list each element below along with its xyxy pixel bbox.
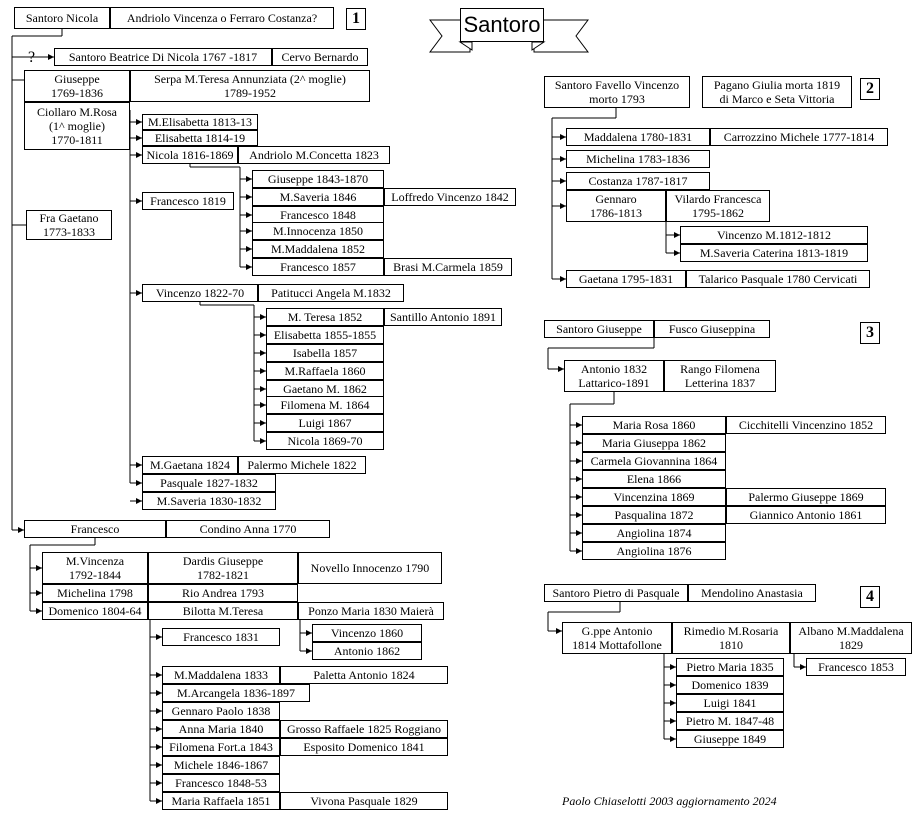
person-box-s1-santillo [384,308,502,326]
person-box-s1-condino [166,520,330,538]
person-box-s1-melisabetta [142,114,258,130]
person-box-line: Giuseppe 1849 [693,732,767,746]
person-box-line: Palermo Michele 1822 [247,458,357,472]
person-box-s1-giuseppe [24,70,130,102]
person-box-line: Serpa M.Teresa Annunziata (2^ moglie) [154,72,346,86]
person-box-s4-pietro [544,584,688,602]
person-box-line: Andriolo Vincenza o Ferraro Costanza? [126,11,318,25]
person-box-s1-francesco1857 [252,258,384,276]
person-box-line: Vivona Pasquale 1829 [310,794,418,808]
person-box-s1-brasi [384,258,512,276]
person-box-s2-gaetana [566,270,686,288]
person-box-line: Michelina 1783-1836 [586,152,690,166]
person-box-line: Rio Andrea 1793 [182,586,264,600]
person-box-s3-vincenzina [582,488,726,506]
person-box-s1-vincenzo1860 [312,624,422,642]
person-box-line: Filomena M. 1864 [280,398,370,412]
person-box-s1-elisabetta [142,130,258,146]
person-box-s4-mendolino [688,584,816,602]
person-box-s1-andriolo [110,7,334,29]
person-box-line: Maria Giuseppa 1862 [602,436,706,450]
person-box-line: Giuseppe [54,72,100,86]
person-box-s1-isabella [266,344,384,362]
person-box-line: Santoro Nicola [25,11,99,25]
person-box-line: Giannico Antonio 1861 [749,508,863,522]
person-box-line: Gaetana 1795-1831 [578,272,674,286]
person-box-line: M.Vincenza [65,554,125,568]
person-box-s1-francesco1848b [162,774,280,792]
person-box-s2-costanza [566,172,710,190]
person-box-line: Gennaro Paolo 1838 [171,704,271,718]
person-box-s1-vivona [280,792,448,810]
person-box-s1-mteresa1852 [266,308,384,326]
person-box-s4-francesco1853 [806,658,906,676]
person-box-s1-rio [148,584,298,602]
footer-credit: Paolo Chiaselotti 2003 aggiornamento 2024 [562,794,777,808]
person-box-line: Lattarico-1891 [578,376,650,390]
person-box-line: Domenico 1839 [691,678,769,692]
person-box-line: Angiolina 1876 [616,544,692,558]
person-box-line: M.Saveria 1830-1832 [156,494,262,508]
person-box-s1-mraffaela1860 [266,362,384,380]
person-box-line: Elisabetta 1855-1855 [273,328,377,342]
person-box-s1-luigi1867 [266,414,384,432]
person-box-s1-domenico [42,602,148,620]
person-box-s1-vincenzo1822 [142,284,258,302]
person-box-line: Brasi M.Carmela 1859 [393,260,503,274]
person-box-s1-francesco1819 [142,192,234,210]
person-box-s3-elena [582,470,726,488]
person-box-line: Carmela Giovannina 1864 [590,454,718,468]
person-box-s1-francesco1831 [162,628,280,646]
person-box-s1-andriolo-mc [238,146,390,164]
person-box-line: Francesco 1848-53 [175,776,267,790]
person-box-s3-angiolina1876 [582,542,726,560]
person-box-s1-mmaddalena1852 [252,240,384,258]
person-box-line: morto 1793 [589,92,645,106]
person-box-line: di Marco e Seta Vittoria [719,92,835,106]
person-box-s1-michele1846 [162,756,280,774]
person-box-s1-grosso [280,720,448,738]
person-box-s2-msaveria [680,244,868,262]
person-box-line: M.Innocenza 1850 [273,224,363,238]
person-box-line: M.Raffaela 1860 [284,364,366,378]
person-box-line: Talarico Pasquale 1780 Cervicati [698,272,858,286]
person-box-s1-marcangela [162,684,310,702]
person-box-line: Michele 1846-1867 [173,758,269,772]
person-box-line: Elisabetta 1814-19 [154,131,246,145]
person-box-line: Antonio 1832 [580,362,648,376]
person-box-line: Maria Rosa 1860 [612,418,696,432]
person-box-line: Pietro M. 1847-48 [685,714,775,728]
person-box-line: Santoro Giuseppe [556,322,642,336]
person-box-line: Bilotta M.Teresa [182,604,264,618]
person-box-s1-loffredo [384,188,516,206]
person-box-line: Palermo Giuseppe 1869 [748,490,864,504]
person-box-line: Francesco 1848 [280,208,356,222]
person-box-s4-luigi1841 [676,694,784,712]
person-box-s1-palermo-m [238,456,366,474]
person-box-s1-ponzo [298,602,444,620]
person-box-line: (1^ moglie) [49,119,105,133]
person-box-s2-carrozzino [710,128,888,146]
person-box-s1-nicola [14,7,110,29]
person-box-s4-rimedio [672,622,790,654]
person-box-line: Angiolina 1874 [616,526,692,540]
person-box-line: Ponzo Maria 1830 Maierà [308,604,434,618]
person-box-line: Francesco 1831 [183,630,259,644]
person-box-line: Vincenzo M.1812-1812 [717,228,831,242]
person-box-line: Francesco 1853 [818,660,894,674]
person-box-s3-pasqualina [582,506,726,524]
person-box-line: Pasquale 1827-1832 [160,476,258,490]
person-box-line: Patitucci Angela M.1832 [271,286,391,300]
person-box-line: Pagano Giulia morta 1819 [713,78,841,92]
person-box-line: 1789-1952 [224,86,276,100]
person-box-s4-domenico1839 [676,676,784,694]
person-box-line: Vincenzo 1860 [330,626,404,640]
person-box-s2-favello [544,76,690,108]
person-box-s2-vincenzo1812 [680,226,868,244]
person-box-line: Cicchitelli Vincenzino 1852 [738,418,874,432]
person-box-line: Santoro Pietro di Pasquale [552,586,680,600]
person-box-s1-filomena1843 [162,738,280,756]
person-box-line: Letterina 1837 [684,376,756,390]
person-box-s1-minnocenza [252,222,384,240]
person-box-s1-serpa [130,70,370,102]
person-box-s1-francesco [24,520,166,538]
person-box-s1-antonio1862 [312,642,422,660]
person-box-s4-gppe [562,622,672,654]
person-box-line: 1810 [719,638,743,652]
person-box-line: M.Saveria 1846 [279,190,357,204]
section-number-2: 2 [860,78,880,100]
person-box-line: 1792-1844 [69,568,121,582]
person-box-line: Maria Raffaela 1851 [171,794,271,808]
person-box-line: 1782-1821 [197,568,249,582]
person-box-s1-giuseppe1843 [252,170,384,188]
person-box-line: Condino Anna 1770 [199,522,297,536]
person-box-line: 1770-1811 [51,133,103,147]
person-box-s3-giuseppe [544,320,654,338]
person-box-line: Cervo Bernardo [281,50,359,64]
person-box-s3-fusco [654,320,770,338]
person-box-line: Paletta Antonio 1824 [313,668,415,682]
person-box-s2-maddalena [566,128,710,146]
person-box-s1-ciollaro [24,102,130,150]
person-box-s1-gennaro1838 [162,702,280,720]
section-number-4: 4 [860,586,880,608]
person-box-line: Vincenzina 1869 [613,490,695,504]
person-box-line: Ciollaro M.Rosa [37,105,117,119]
person-box-line: Antonio 1862 [333,644,401,658]
person-box-s1-elisabetta1855 [266,326,384,344]
person-box-s3-cicchitelli [726,416,886,434]
person-box-line: 1795-1862 [692,206,744,220]
person-box-line: Luigi 1841 [703,696,757,710]
person-box-line: Francesco [70,522,120,536]
person-box-line: Luigi 1867 [298,416,352,430]
person-box-line: 1814 Mottafollone [572,638,662,652]
person-box-s2-talarico [686,270,870,288]
person-box-s1-mariaraffaela [162,792,280,810]
person-box-line: G.ppe Antonio [581,624,653,638]
person-box-line: Filomena Fort.a 1843 [169,740,273,754]
person-box-line: Santoro Favello Vincenzo [554,78,680,92]
person-box-line: Francesco 1819 [150,194,226,208]
person-box-s2-gennaro [566,190,666,222]
person-box-line: Mendolino Anastasia [701,586,803,600]
person-box-line: 1773-1833 [43,225,95,239]
person-box-line: Francesco 1857 [280,260,356,274]
person-box-s1-pasquale [142,474,276,492]
section-number-3: 3 [860,322,880,344]
person-box-s3-rango [664,360,776,392]
person-box-line: Michelina 1798 [57,586,133,600]
person-box-line: Carrozzino Michele 1777-1814 [723,130,875,144]
person-box-s1-msaveria1830 [142,492,276,510]
person-box-line: Anna Maria 1840 [178,722,264,736]
person-box-line: Giuseppe 1843-1870 [267,172,369,186]
person-box-line: M.Maddalena 1852 [271,242,365,256]
person-box-s1-annamaria [162,720,280,738]
person-box-s3-angiolina1874 [582,524,726,542]
person-box-line: Pasqualina 1872 [614,508,694,522]
person-box-line: M.Arcangela 1836-1897 [177,686,295,700]
person-box-s1-mvincenza [42,552,148,584]
person-box-line: Costanza 1787-1817 [588,174,688,188]
person-box-s4-albano [790,622,912,654]
person-box-line: Nicola 1816-1869 [146,148,234,162]
person-box-s1-michelina1798 [42,584,148,602]
person-box-s1-patitucci [258,284,404,302]
person-box-s3-antonio [564,360,664,392]
person-box-s3-mariagiuseppa [582,434,726,452]
question-mark: ? [28,49,36,66]
person-box-line: Vincenzo 1822-70 [155,286,245,300]
person-box-line: Isabella 1857 [292,346,358,360]
person-box-s1-cervo [272,48,368,66]
person-box-s4-pietrom [676,712,784,730]
person-box-line: M. Teresa 1852 [287,310,363,324]
person-box-line: Fusco Giuseppina [668,322,756,336]
person-box-line: Novello Innocenzo 1790 [310,561,430,575]
person-box-line: Loffredo Vincenzo 1842 [391,190,509,204]
person-box-s1-mgaetana [142,456,238,474]
person-box-s4-pietromaria [676,658,784,676]
person-box-s1-dardis [148,552,298,584]
person-box-s3-carmela [582,452,726,470]
person-box-line: M.Elisabetta 1813-13 [148,115,252,129]
person-box-s1-nicola1869 [266,432,384,450]
person-box-s3-mariarosa [582,416,726,434]
person-box-line: Albano M.Maddalena [798,624,904,638]
person-box-line: Maddalena 1780-1831 [583,130,693,144]
person-box-s1-novello [298,552,442,584]
person-box-s1-mmaddalena1833 [162,666,280,684]
person-box-line: Pietro Maria 1835 [686,660,774,674]
person-box-s1-bilotta [148,602,298,620]
person-box-s1-paletta [280,666,448,684]
person-box-s1-esposito [280,738,448,756]
person-box-s3-giannico [726,506,886,524]
person-box-s1-filomena1864 [266,396,384,414]
person-box-s4-giuseppe1849 [676,730,784,748]
person-box-line: Elena 1866 [626,472,682,486]
person-box-s2-vilardo [666,190,770,222]
person-box-line: Vilardo Francesca [674,192,762,206]
person-box-line: Domenico 1804-64 [48,604,142,618]
person-box-line: Esposito Domenico 1841 [303,740,425,754]
person-box-s3-palermo-g [726,488,886,506]
person-box-line: Santoro Beatrice Di Nicola 1767 -1817 [68,50,258,64]
person-box-line: M.Maddalena 1833 [174,668,268,682]
person-box-line: M.Saveria Caterina 1813-1819 [699,246,849,260]
person-box-line: Gennaro [595,192,637,206]
person-box-line: Dardis Giuseppe [182,554,264,568]
person-box-line: Gaetano M. 1862 [283,382,367,396]
person-box-s1-beatrice [54,48,272,66]
person-box-line: 1829 [839,638,863,652]
person-box-s2-michelina [566,150,710,168]
person-box-s1-fragaetano [26,210,112,240]
page-title: Santoro [460,8,544,42]
person-box-line: M.Gaetana 1824 [150,458,230,472]
person-box-line: 1786-1813 [590,206,642,220]
person-box-s2-pagano [702,76,852,108]
person-box-s1-msaveria1846 [252,188,384,206]
person-box-line: Santillo Antonio 1891 [389,310,496,324]
person-box-line: Andriolo M.Concetta 1823 [249,148,379,162]
person-box-s1-nicola2 [142,146,238,164]
person-box-line: Nicola 1869-70 [287,434,363,448]
person-box-line: Rimedio M.Rosaria [683,624,779,638]
section-number-1: 1 [346,8,366,30]
person-box-line: 1769-1836 [51,86,103,100]
person-box-line: Grosso Raffaele 1825 Roggiano [286,722,442,736]
person-box-line: Fra Gaetano [39,211,99,225]
person-box-line: Rango Filomena [680,362,760,376]
